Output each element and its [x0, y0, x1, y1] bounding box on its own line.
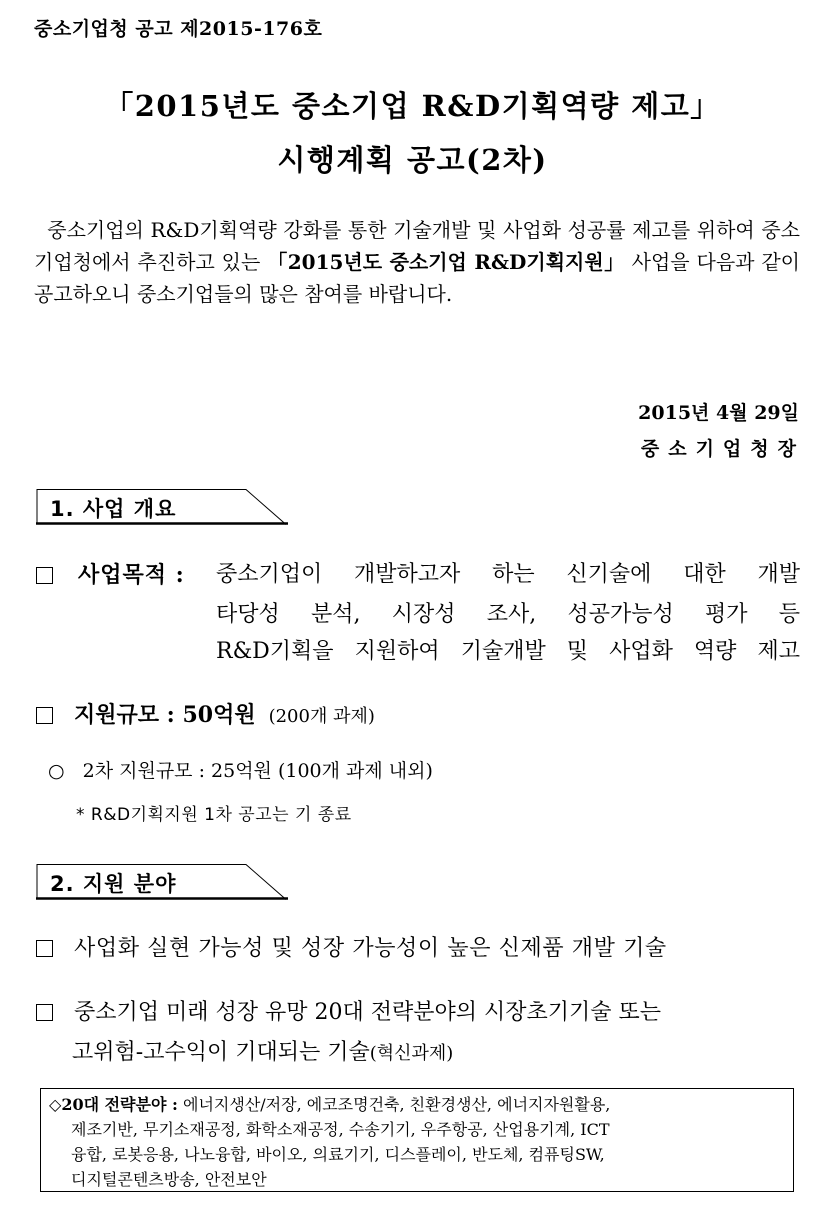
- field-item-2-continued: [72, 1034, 453, 1073]
- purpose-item: [36, 556, 185, 595]
- purpose-text-line1: 중소기업이 개발하고자 하는 신기술에 대한 개발: [216, 562, 800, 587]
- strategy-line-3: 융합, 로봇응용, 나노융합, 바이오, 의료기기, 디스플레이, 반도체, 컴퓨팅SW,: [71, 1145, 605, 1164]
- checkbox-icon: [36, 940, 53, 957]
- strategy-line-4: 디지털콘텐츠방송, 안전보안: [71, 1170, 267, 1189]
- field-item-1: [36, 930, 800, 968]
- scale-note: (200개 과제): [268, 706, 375, 727]
- checkbox-icon: [36, 1004, 53, 1021]
- document-title-line1: 「2015년도 중소기업 R&D기획역량 제고」: [104, 89, 721, 123]
- notice-date: 2015년 4월 29일: [638, 402, 799, 424]
- purpose-text-line2: 타당성 분석, 시장성 조사, 성공가능성 평가 등: [216, 602, 800, 627]
- notice-number: 중소기업청 공고 제2015-176호: [34, 18, 323, 40]
- section-title: 1. 사업 개요: [50, 497, 177, 521]
- purpose-label: 사업목적 :: [78, 562, 185, 588]
- strategy-line-1: [49, 1092, 785, 1117]
- intro-text-2: 사업을 다음과 같이 공고하오니 중소기업들의 많은 참여를 바랍니다.: [34, 250, 801, 306]
- section-header-overview: [36, 489, 291, 525]
- strategy-text-1: 에너지생산/저장, 에코조명건축, 친환경생산, 에너지자원활용,: [177, 1095, 611, 1114]
- round2-text: 2차 지원규모 : 25억원 (100개 과제 내외): [82, 760, 433, 782]
- section-title: 2. 지원 분야: [50, 872, 177, 896]
- purpose-text-line3: R&D기획을 지원하여 기술개발 및 사업화 역량 제고: [216, 639, 800, 664]
- document-title-line2: 시행계획 공고(2차): [277, 143, 548, 177]
- strategy-label: 20대 전략분야 :: [61, 1095, 178, 1114]
- bullet-icon: ○: [48, 760, 65, 782]
- field-item-2: [36, 994, 800, 1032]
- round1-footnote: * R&D기획지원 1차 공고는 기 종료: [76, 805, 352, 825]
- field-item-1-text: 사업화 실현 가능성 및 성장 가능성이 높은 신제품 개발 기술: [74, 936, 667, 961]
- intro-program-name: 「2015년도 중소기업 R&D기획지원」: [267, 250, 625, 274]
- field-item-2-line1: 중소기업 미래 성장 유망 20대 전략분야의 시장초기기술 또는: [74, 1000, 661, 1025]
- intro-text-1: 중소기업의 R&D기획역량 강화를 통한 기술개발 및 사업화 성공률 제고를 위하여 중소기업청에서 추진하고 있는: [34, 218, 801, 274]
- checkbox-icon: [36, 567, 53, 584]
- scale-label: 지원규모 : 50억원: [74, 702, 256, 728]
- checkbox-icon: [36, 707, 53, 724]
- issuing-agency: 중소기업청장: [640, 438, 805, 460]
- intro-paragraph: [34, 214, 800, 310]
- scale-item: [36, 696, 375, 736]
- field-item-2-note: (혁신과제): [369, 1043, 454, 1064]
- field-item-2-line2: 고위험-고수익이 기대되는 기술: [72, 1040, 370, 1065]
- strategy-fields-box: [40, 1088, 794, 1192]
- diamond-icon: ◇: [49, 1095, 62, 1114]
- strategy-line-2: 제조기반, 무기소재공정, 화학소재공정, 수송기기, 우주항공, 산업용기계, ICT: [71, 1120, 610, 1139]
- round2-item: [48, 756, 433, 783]
- section-header-fields: [36, 864, 291, 900]
